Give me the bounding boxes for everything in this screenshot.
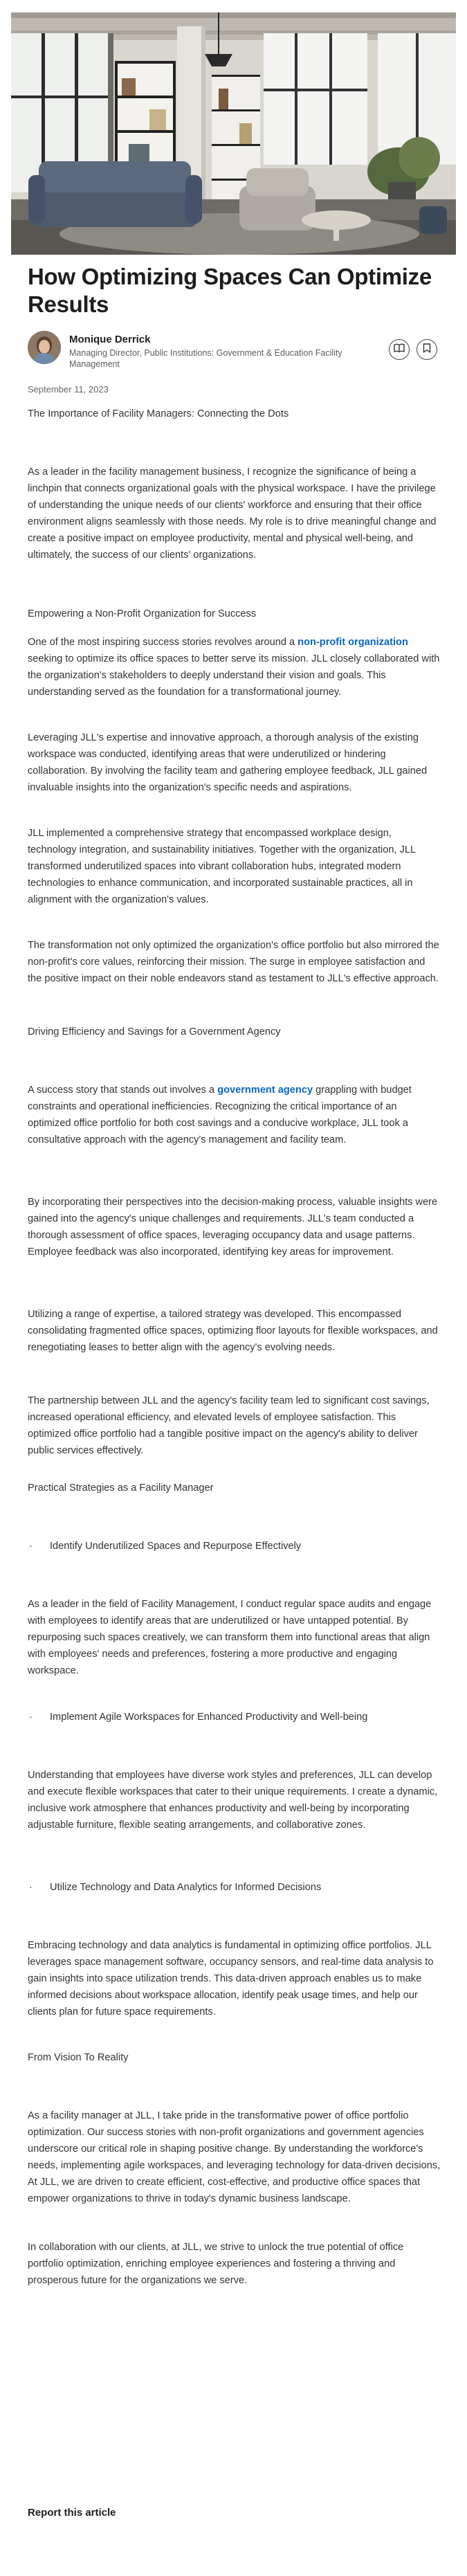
report-article-link[interactable]: Report this article [28, 2507, 116, 2519]
library-icon [394, 343, 405, 356]
hero-image [11, 12, 456, 255]
author-headline: Managing Director, Public Institutions: Government & Education Facility Management [69, 348, 342, 369]
paragraph: In collaboration with our clients, at JLL, we strive to unlock the true potential of office portfolio optimization, enriching employee experiences and fostering a thriving and prosperous future for the organizations we serve. [28, 2242, 404, 2286]
section-heading-government: Driving Efficiency and Savings for a Government Agency [28, 1026, 281, 1037]
author-avatar[interactable] [28, 331, 61, 364]
paragraph: The partnership between JLL and the agency's facility team led to significant cost savings, increased operational efficiency, and elevated levels of employee satisfaction. This optimized office portfolio had a tangible positive impact on the agency's ability to deliver public services effectively. [28, 1395, 430, 1456]
paragraph: Understanding that employees have diverse work styles and preferences, JLL can develop and execute flexible workspaces that cater to their unique requirements. I create a dynamic, inclusive work atmosphere that enhances productivity and well-being by incorporating adjustable furniture, flexible seating arrangements, and collaborative zones. [28, 1770, 438, 1831]
bookmark-icon [423, 343, 431, 356]
paragraph: As a leader in the field of Facility Management, I conduct regular space audits and engage with employees to identify areas that are underutilized or have untapped potential. By repurposing such spaces creatively, we can transform them into functional areas that align with employees' needs and preferences, fostering a more productive and engaging workspace. [28, 1599, 432, 1676]
save-article-button[interactable] [416, 339, 437, 360]
paragraph: JLL implemented a comprehensive strategy that encompassed workplace design, technology integration, and sustainability initiatives. Together with the organization, JLL transformed underutilized spaces into vibrant collaboration hubs, integrated modern technologies to enhance communication, and incorporated sustainable practices, all in alignment with the organization's values. [28, 828, 416, 905]
paragraph: As a facility manager at JLL, I take pride in the transformative power of office portfolio optimization. Our success stories with non-profit organizations and government agencies underscore our critical role in shaping positive change. By understanding the workforce's needs, implementing agile workspaces, and leveraging technology for data-driven decisions, At JLL, we are driven to create efficient, cost-effective, and productive office spaces that empower organizations to thrive in today's dynamic business landscape. [28, 2110, 441, 2204]
non-profit-link[interactable]: non-profit organization [297, 637, 408, 648]
section-heading-strategies: Practical Strategies as a Facility Manager [28, 1482, 214, 1494]
government-agency-link[interactable]: government agency [217, 1085, 313, 1096]
list-item: · Utilize Technology and Data Analytics for Informed Decisions [29, 1882, 322, 1893]
author-card [28, 331, 443, 372]
paragraph: Leveraging JLL's expertise and innovative approach, a thorough analysis of the existing workspace was conducted, identifying areas that were underutilized or hindering collaboration. By involving the facility team and gathering employee feedback, JLL gained invaluable insights into the organization's specific needs and aspirations. [28, 732, 428, 793]
author-name[interactable]: Monique Derrick [69, 334, 151, 345]
paragraph: Embracing technology and data analytics is fundamental in optimizing office portfolios. JLL leverages space management software, occupancy sensors, and real-time data analysis to gain insights into space utilization trends. This data-driven approach enables us to make informed decisions about workspace allocation, identify peak usage times, and help our clients plan for future space requirements. [28, 1940, 434, 2017]
paragraph: Utilizing a range of expertise, a tailored strategy was developed. This encompassed consolidating fragmented office spaces, optimizing floor layouts for flexible workspaces, and renegotiating leases to better align with the agency's evolving needs. [28, 1309, 438, 1353]
intro-heading: The Importance of Facility Managers: Connecting the Dots [28, 408, 289, 419]
section-heading-nonprofit: Empowering a Non-Profit Organization for Success [28, 608, 257, 619]
paragraph: One of the most inspiring success stories revolves around a non-profit organization seeking to optimize its office spaces to better serve its mission. JLL closely collaborated with the organization's stakeholders to deeply understand their vision and goals. This understanding served as the foundation for a transformational journey. [28, 637, 440, 698]
library-button[interactable] [389, 339, 410, 360]
paragraph: As a leader in the facility management business, I recognize the significance of being a linchpin that connects organizational goals with the physical workspace. I have the privilege of understanding the unique needs of our clients' workforce and ensuring that their office environment aligns seamlessly with those needs. My role is to drive meaningful change and create a positive impact on employee productivity, mental and physical well-being, and ultimately, the success of our clients' organizations. [28, 466, 437, 561]
paragraph: A success story that stands out involves a government agency grappling with budget constraints and operational inefficiencies. Recognizing the critical importance of an optimized office portfolio for both cost savings and a conducive workplace, JLL took a consultative approach with the agency's management and facility team. [28, 1085, 412, 1145]
paragraph: By incorporating their perspectives into the decision-making process, valuable insights were gained into the agency's unique challenges and requirements. JLL's team conducted a thorough assessment of office spaces, leveraging occupancy data and usage patterns. Employee feedback was also incorporated, identifying key areas for improvement. [28, 1197, 438, 1258]
paragraph: The transformation not only optimized the organization's office portfolio but also mirrored the non-profit's core values, reinforcing their mission. The surge in employee satisfaction and the positive impact on their noble endeavors stand as testament to JLL's effective approach. [28, 940, 439, 984]
section-heading-vision: From Vision To Reality [28, 2052, 129, 2063]
list-item: · Implement Agile Workspaces for Enhanced Productivity and Well-being [29, 1712, 368, 1723]
article-title: How Optimizing Spaces Can Optimize Results [28, 264, 432, 317]
list-item: · Identify Underutilized Spaces and Repurpose Effectively [29, 1541, 302, 1552]
publish-date: September 11, 2023 [28, 384, 109, 394]
